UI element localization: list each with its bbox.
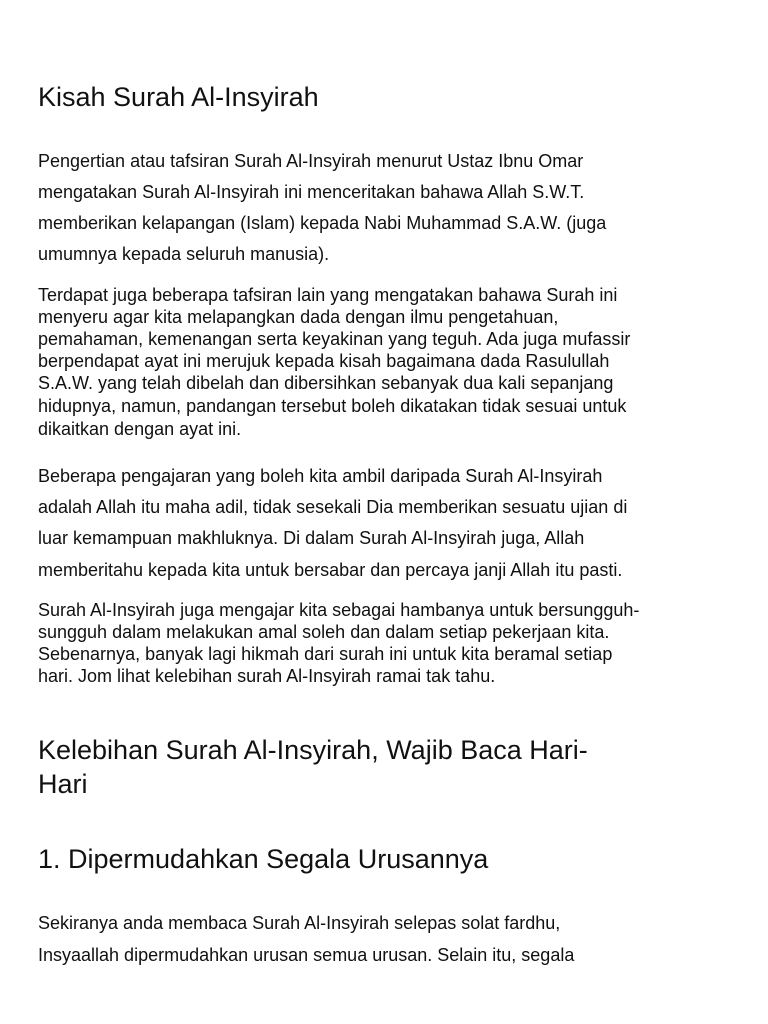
paragraph-line: adalah Allah itu maha adil, tidak sesekali Dia memberikan sesuatu ujian di [38,497,628,517]
paragraph-line: Pengertian atau tafsiran Surah Al-Insyirah menurut Ustaz Ibnu Omar [38,151,584,171]
paragraph-line: Sekiranya anda membaca Surah Al-Insyirah selepas solat fardhu, [38,913,561,933]
paragraph-line: dikaitkan dengan ayat ini. [38,419,242,439]
paragraph-line: Sebenarnya, banyak lagi hikmah dari surah ini untuk kita beramal setiap [38,644,613,664]
paragraph-line: sungguh dalam melakukan amal soleh dan dalam setiap pekerjaan kita. [38,622,610,642]
paragraph-line: S.A.W. yang telah dibelah dan dibersihkan sebanyak dua kali sepanjang [38,373,614,393]
paragraph-line: memberitahu kepada kita untuk bersabar dan percaya janji Allah itu pasti. [38,560,623,580]
paragraph-line: mengatakan Surah Al-Insyirah ini menceritakan bahawa Allah S.W.T. [38,182,585,202]
subsection-heading-1: 1. Dipermudahkan Segala Urusannya [38,844,489,874]
paragraph-line: luar kemampuan makhluknya. Di dalam Surah Al-Insyirah juga, Allah [38,528,585,548]
paragraph-line: berpendapat ayat ini merujuk kepada kisah bagaimana dada Rasulullah [38,351,610,371]
paragraph-line: umumnya kepada seluruh manusia). [38,244,330,264]
paragraph-line: Terdapat juga beberapa tafsiran lain yang mengatakan bahawa Surah ini [38,285,618,305]
page-title: Kisah Surah Al-Insyirah [38,82,319,112]
paragraph-line: Surah Al-Insyirah juga mengajar kita sebagai hambanya untuk bersungguh- [38,600,640,620]
heading-line: Hari [38,769,88,799]
paragraph-line: hidupnya, namun, pandangan tersebut boleh dikatakan tidak sesuai untuk [38,396,627,416]
paragraph-line: hari. Jom lihat kelebihan surah Al-Insyirah ramai tak tahu. [38,666,496,686]
paragraph-line: Insyaallah dipermudahkan urusan semua urusan. Selain itu, segala [38,945,575,965]
paragraph-line: memberikan kelapangan (Islam) kepada Nabi Muhammad S.A.W. (juga [38,213,607,233]
paragraph-line: Beberapa pengajaran yang boleh kita ambil daripada Surah Al-Insyirah [38,466,603,486]
paragraph-line: menyeru agar kita melapangkan dada dengan ilmu pengetahuan, [38,307,559,327]
section-heading-kelebihan [38,733,588,801]
paragraph-line: pemahaman, kemenangan serta keyakinan yang teguh. Ada juga mufassir [38,329,631,349]
heading-line: Kelebihan Surah Al-Insyirah, Wajib Baca Hari- [38,735,588,765]
